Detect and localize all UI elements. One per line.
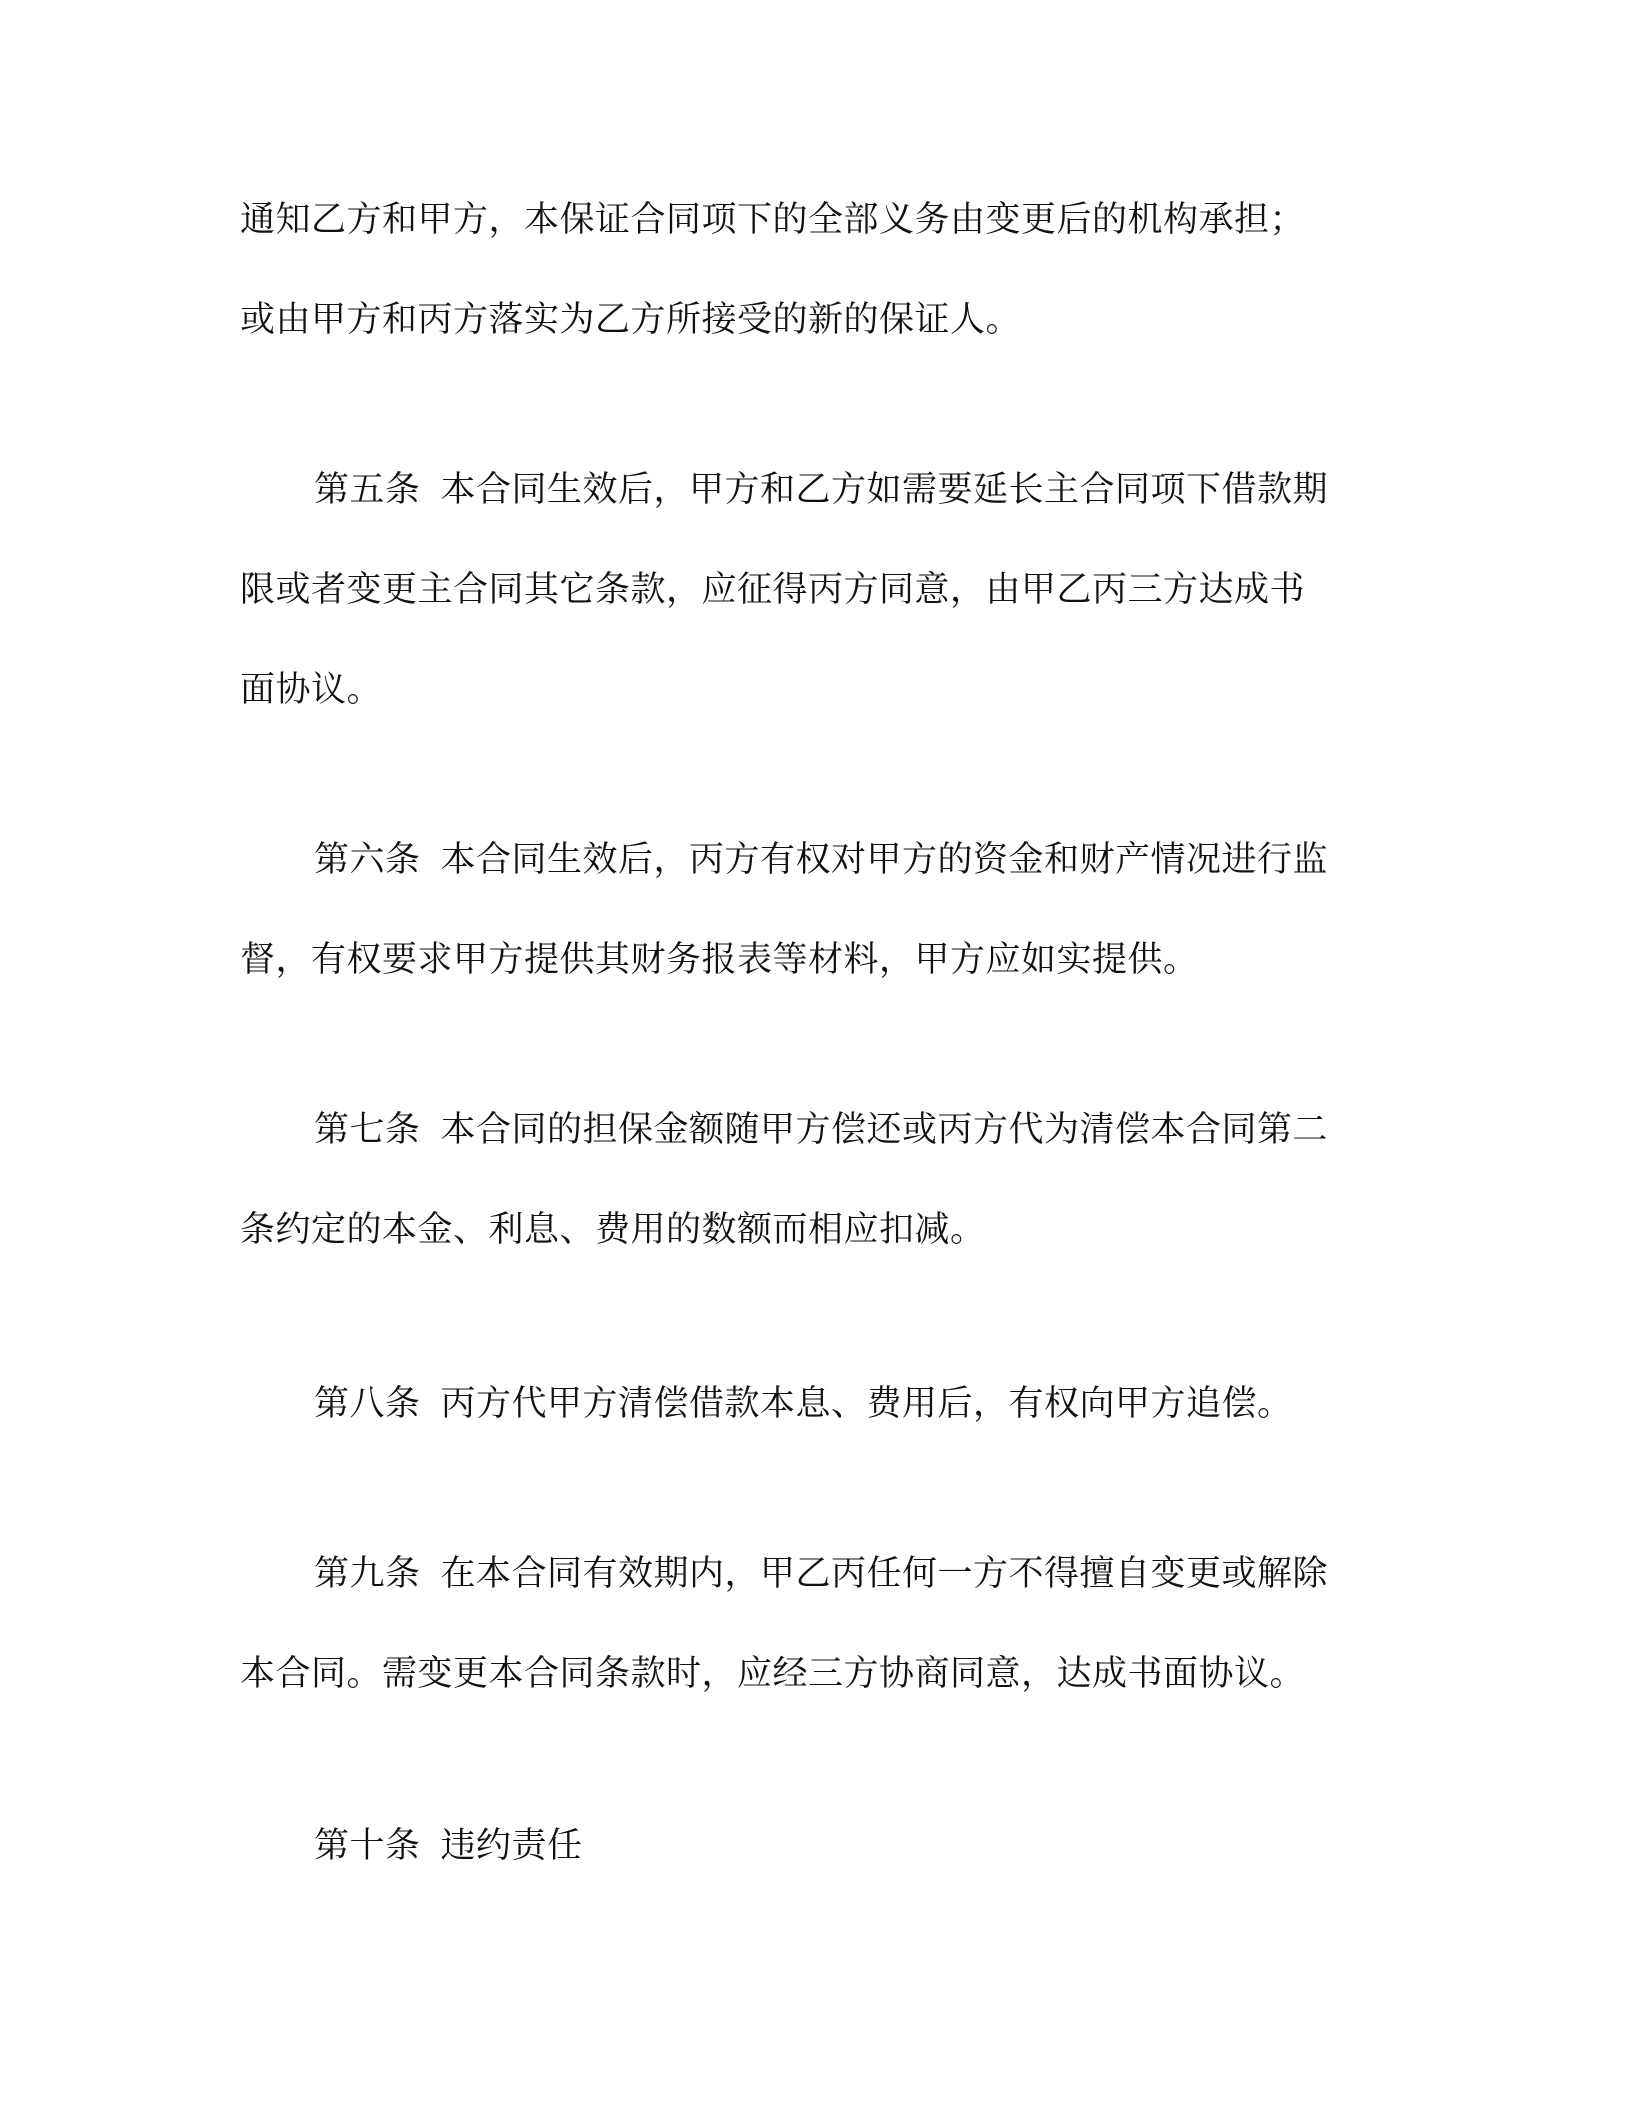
article-number: 第八条	[314, 1384, 421, 1424]
text: 本合同生效后，丙方有权对甲方的资金和财产情况进行监	[440, 840, 1329, 880]
text: 违约责任	[440, 1826, 583, 1866]
text: 督，有权要求甲方提供其财务报表等材料，甲方应如实提供。	[240, 940, 1199, 980]
text: 本合同的担保金额随甲方偿还或丙方代为清偿本合同第二	[440, 1110, 1329, 1150]
paragraph-line	[240, 938, 1199, 982]
text: 限或者变更主合同其它条款，应征得丙方同意，由甲乙丙三方达成书	[240, 570, 1306, 610]
article-number: 第七条	[314, 1110, 421, 1150]
article-number: 第九条	[314, 1554, 421, 1594]
text: 面协议。	[240, 670, 383, 710]
article-9-heading	[314, 1552, 1328, 1596]
article-number: 第五条	[314, 470, 421, 510]
paragraph-line	[240, 668, 382, 712]
paragraph-line	[240, 568, 1305, 612]
text: 本合同。需变更本合同条款时，应经三方协商同意，达成书面协议。	[240, 1654, 1306, 1694]
paragraph-line	[240, 1208, 986, 1252]
article-8-heading	[314, 1382, 1293, 1426]
article-7-heading	[314, 1108, 1328, 1152]
text: 本合同生效后，甲方和乙方如需要延长主合同项下借款期	[440, 470, 1329, 510]
text: 通知乙方和甲方，本保证合同项下的全部义务由变更后的机构承担；	[240, 200, 1306, 240]
text: 条约定的本金、利息、费用的数额而相应扣减。	[240, 1210, 986, 1250]
text: 在本合同有效期内，甲乙丙任何一方不得擅自变更或解除	[440, 1554, 1329, 1594]
paragraph-line	[240, 298, 1021, 342]
article-5-heading	[314, 468, 1328, 512]
article-6-heading	[314, 838, 1328, 882]
text: 丙方代甲方清偿借款本息、费用后，有权向甲方追偿。	[440, 1384, 1293, 1424]
article-10-heading	[314, 1824, 583, 1868]
text: 或由甲方和丙方落实为乙方所接受的新的保证人。	[240, 300, 1022, 340]
article-number: 第十条	[314, 1826, 421, 1866]
paragraph-line	[240, 198, 1305, 242]
paragraph-line	[240, 1652, 1305, 1696]
article-number: 第六条	[314, 840, 421, 880]
